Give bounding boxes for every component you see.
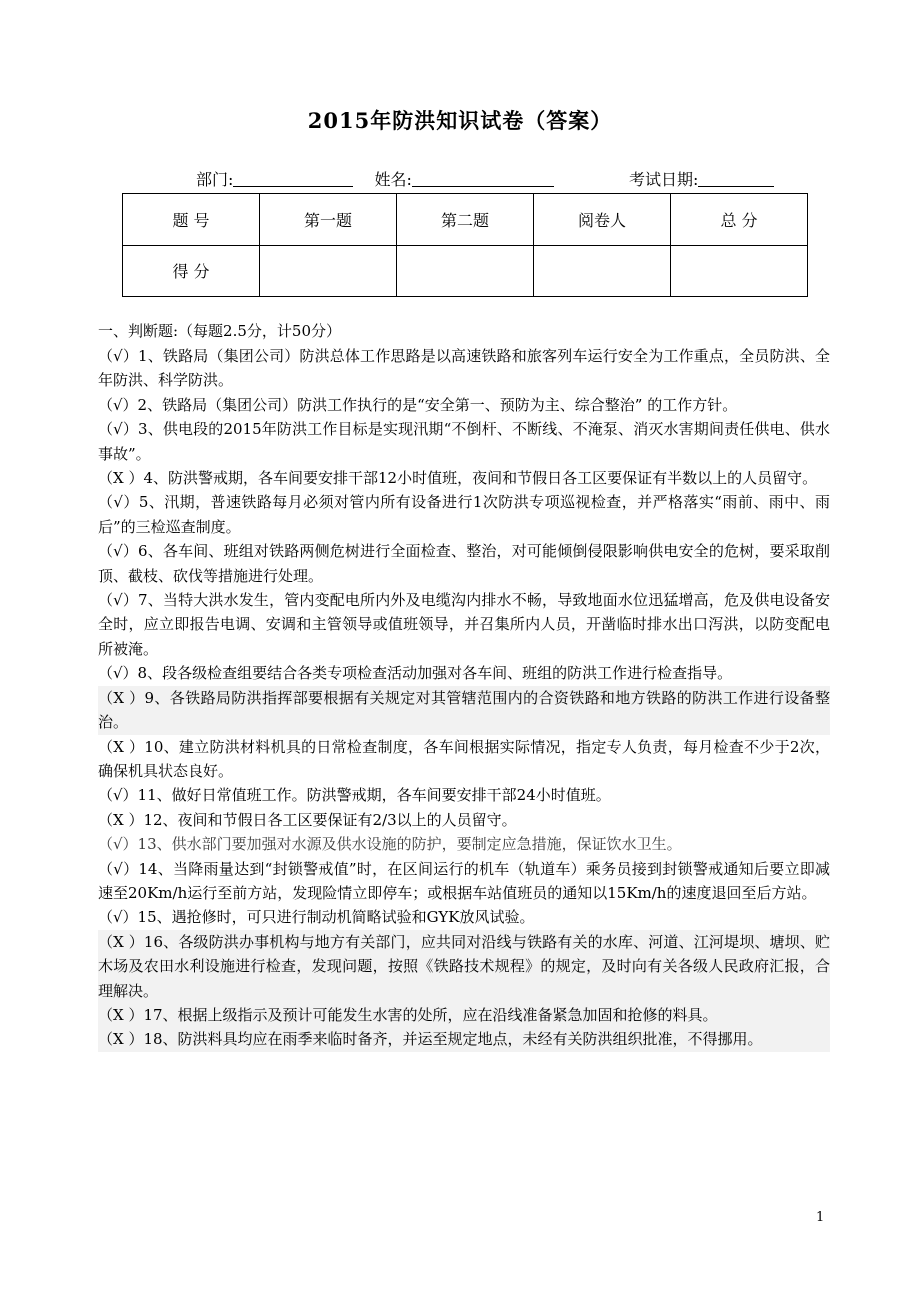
true-false-section <box>98 318 830 1052</box>
question-item: （√）2、铁路局（集团公司）防洪工作执行的是“安全第一、预防为主、综合整治” 的工作方针。 <box>98 395 738 414</box>
name-blank[interactable] <box>412 168 554 187</box>
question-item: （X ）18、防洪料具均应在雨季来临时备齐，并运至规定地点，未经有关防洪组织批准，不得挪用。 <box>98 1027 830 1051</box>
name-label: 姓名: <box>374 170 412 189</box>
part-one-header: 第一题 <box>260 194 397 246</box>
exam-info-line <box>196 168 774 192</box>
question-item: （√）8、段各级检查组要结合各类专项检查活动加强对各车间、班组的防洪工作进行检查指导。 <box>98 664 733 683</box>
score-table <box>122 193 808 297</box>
question-number-header: 题 号 <box>123 194 260 246</box>
total-score-header: 总 分 <box>671 194 808 246</box>
question-item: （√）3、供电段的2015年防洪工作目标是实现汛期“不倒杆、不断线、不淹泵、消灭水害期间责任供电、供水事故”。 <box>98 420 830 463</box>
exam-date-blank[interactable] <box>698 168 774 187</box>
grader-header: 阅卷人 <box>534 194 671 246</box>
exam-date-label: 考试日期: <box>629 170 699 189</box>
department-blank[interactable] <box>233 168 353 187</box>
department-label: 部门: <box>196 170 234 189</box>
question-item: （X ）17、根据上级指示及预计可能发生水害的处所，应在沿线准备紧急加固和抢修的料具。 <box>98 1003 830 1027</box>
question-item: （√）7、当特大洪水发生，管内变配电所内外及电缆沟内排水不畅，导致地面水位迅猛增高，危及供电设备安全时，应立即报告电调、安调和主管领导或值班领导，并召集所内人员，开凿临时排水出口泻洪，以防变配电所被淹。 <box>98 591 830 658</box>
part-two-header: 第二题 <box>397 194 534 246</box>
grader-cell[interactable] <box>534 245 671 297</box>
question-item: （√）5、汛期，普速铁路每月必须对管内所有设备进行1次防洪专项巡视检查，并严格落实“雨前、雨中、雨后”的三检巡查制度。 <box>98 493 830 536</box>
question-item: （X ）10、建立防洪材料机具的日常检查制度，各车间根据实际情况，指定专人负责，每月检查不少于2次，确保机具状态良好。 <box>98 737 830 780</box>
question-item: （√）15、遇抢修时，可只进行制动机简略试验和GYK放风试验。 <box>98 908 535 927</box>
section-title: 一、判断题:（每题2.5分，计50分） <box>98 322 341 340</box>
page-number: 1 <box>816 1210 825 1225</box>
question-item: （X ）12、夜间和节假日各工区要保证有2/3以上的人员留守。 <box>98 810 517 829</box>
score-table-score-row <box>123 245 808 297</box>
question-item: （√）11、做好日常值班工作。防洪警戒期，各车间要安排干部24小时值班。 <box>98 786 611 805</box>
question-item: （X ）4、防洪警戒期，各车间要安排干部12小时值班，夜间和节假日各工区要保证有半数以上的人员留守。 <box>98 469 818 488</box>
part-one-score-cell[interactable] <box>260 245 397 297</box>
total-score-cell[interactable] <box>671 245 808 297</box>
score-table-header-row <box>123 194 808 246</box>
question-item: （X ）9、各铁路局防洪指挥部要根据有关规定对其管辖范围内的合资铁路和地方铁路的防洪工作进行设备整治。 <box>98 686 830 735</box>
document-title: 2015年防洪知识试卷（答案） <box>307 108 613 133</box>
question-item: （√）13、供水部门要加强对水源及供水设施的防护，要制定应急措施，保证饮水卫生。 <box>98 835 682 854</box>
score-row-label: 得 分 <box>123 245 260 297</box>
question-item: （√）1、铁路局（集团公司）防洪总体工作思路是以高速铁路和旅客列车运行安全为工作重点，全员防洪、全年防洪、科学防洪。 <box>98 347 830 390</box>
part-two-score-cell[interactable] <box>397 245 534 297</box>
question-item: （X ）16、各级防洪办事机构与地方有关部门，应共同对沿线与铁路有关的水库、河道、江河堤坝、塘坝、贮木场及农田水利设施进行检查，发现问题，按照《铁路技术规程》的规定，及时向有关各级人民政府汇报，合理解决。 <box>98 930 830 1003</box>
question-item: （√）14、当降雨量达到“封锁警戒值”时，在区间运行的机车（轨道车）乘务员接到封锁警戒通知后要立即减速至20Km/h运行至前方站，发现险情立即停车；或根据车站值班员的通知以15Km/h的速度退回至后方站。 <box>98 859 830 902</box>
question-item: （√）6、各车间、班组对铁路两侧危树进行全面检查、整治，对可能倾倒侵限影响供电安全的危树，要采取削顶、截枝、砍伐等措施进行处理。 <box>98 542 830 585</box>
